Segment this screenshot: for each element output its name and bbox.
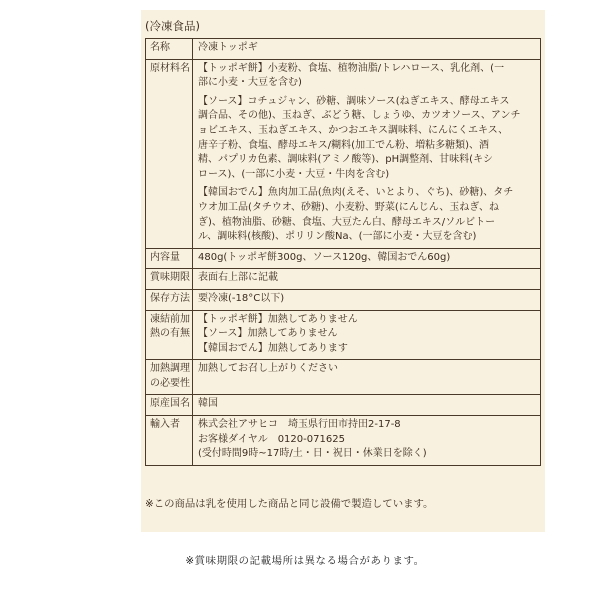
row-key-line: の必要性 [150, 377, 190, 389]
row-key-line: 凍結前加 [150, 313, 190, 325]
row-value-importer [193, 416, 541, 466]
heating-line: 【ソース】加熱してありません [198, 328, 338, 340]
ingredients-line: 部に小麦・大豆を含む) [198, 77, 302, 89]
allergen-note: ※この商品は乳を使用した商品と同じ設備で製造しています。 [145, 498, 434, 510]
table-row-heating-needed [146, 360, 541, 395]
row-key-storage: 保存方法 [146, 289, 193, 310]
row-key-line: 熱の有無 [150, 328, 190, 340]
ingredients-line: ル、調味料(核酸)、ポリリン酸Na、(一部に小麦・大豆を含む) [198, 231, 477, 243]
importer-line: (受付時間9時~17時/土・日・祝日・休業日を除く) [198, 448, 427, 460]
ingredients-line: 【韓国おでん】魚肉加工品(魚肉(えそ、いとより、ぐち)、砂糖)、タチ [198, 187, 514, 199]
ingredients-line: 【ソース】コチュジャン、砂糖、調味ソース(ねぎエキス、酵母エキス [198, 95, 510, 107]
table-row-heating-before [146, 310, 541, 360]
row-value-heating-needed: 加熱してお召し上がりください [193, 360, 541, 395]
row-key-line: 加熱調理 [150, 363, 190, 375]
row-key-importer: 輸入者 [146, 416, 193, 466]
expiry-location-note: ※賞味期限の記載場所は異なる場合があります。 [185, 555, 425, 567]
row-key-expiry: 賞味期限 [146, 269, 193, 290]
table-row-origin [146, 395, 541, 416]
table-row-expiry [146, 269, 541, 290]
ingredients-line: 唐辛子粉、食塩、酵母エキス/糊料(加工でん粉、増粘多糖類)、酒 [198, 139, 489, 151]
row-key-heating-needed [146, 360, 193, 395]
row-key-content: 内容量 [146, 248, 193, 269]
product-info-table [145, 38, 541, 466]
row-key-heating-before [146, 310, 193, 360]
table-row-storage [146, 289, 541, 310]
row-value-content: 480g(トッポギ餅300g、ソース120g、韓国おでん60g) [193, 248, 541, 269]
importer-line: お客様ダイヤル 0120-071625 [198, 433, 345, 445]
row-value-ingredients [193, 59, 541, 248]
ingredients-line: 調合品、その他)、玉ねぎ、ぶどう糖、しょうゆ、カツオソース、アンチ [198, 110, 521, 122]
table-row-importer [146, 416, 541, 466]
ingredients-line: 精、パプリカ色素、調味料(アミノ酸等)、pH調整剤、甘味料(キシ [198, 154, 493, 166]
row-value-expiry: 表面右上部に記載 [193, 269, 541, 290]
ingredients-line: 【トッポギ餅】小麦粉、食塩、植物油脂/トレハロース、乳化剤、(一 [198, 62, 505, 74]
ingredients-paragraph [198, 95, 536, 183]
row-value-storage: 要冷凍(-18°C以下) [193, 289, 541, 310]
importer-line: 株式会社アサヒコ 埼玉県行田市持田2-17-8 [198, 419, 401, 431]
heating-line: 【トッポギ餅】加熱してありません [198, 313, 358, 325]
heating-line: 【韓国おでん】加熱してあります [198, 342, 348, 354]
ingredients-paragraph [198, 186, 536, 244]
table-row-ingredients [146, 59, 541, 248]
ingredients-line: ぎ)、植物油脂、砂糖、食塩、大豆たん白、酵母エキス/ソルビトー [198, 216, 496, 228]
row-value-heating-before [193, 310, 541, 360]
ingredients-paragraph [198, 62, 536, 91]
table-row-name [146, 39, 541, 60]
row-key-ingredients: 原材料名 [146, 59, 193, 248]
ingredients-line: ロース)、(一部に小麦・大豆・牛肉を含む) [198, 168, 390, 180]
ingredients-line: ョビエキス、玉ねぎエキス、かつおエキス調味料、にんにくエキス、 [198, 124, 509, 136]
row-key-name: 名称 [146, 39, 193, 60]
row-value-origin: 韓国 [193, 395, 541, 416]
ingredients-line: ウオ加工品(タチウオ、砂糖)、小麦粉、野菜(にんじん、玉ねぎ、ね [198, 201, 500, 213]
row-value-name: 冷凍トッポギ [193, 39, 541, 60]
category-note: (冷凍食品) [145, 19, 200, 33]
table-row-content [146, 248, 541, 269]
row-key-origin: 原産国名 [146, 395, 193, 416]
